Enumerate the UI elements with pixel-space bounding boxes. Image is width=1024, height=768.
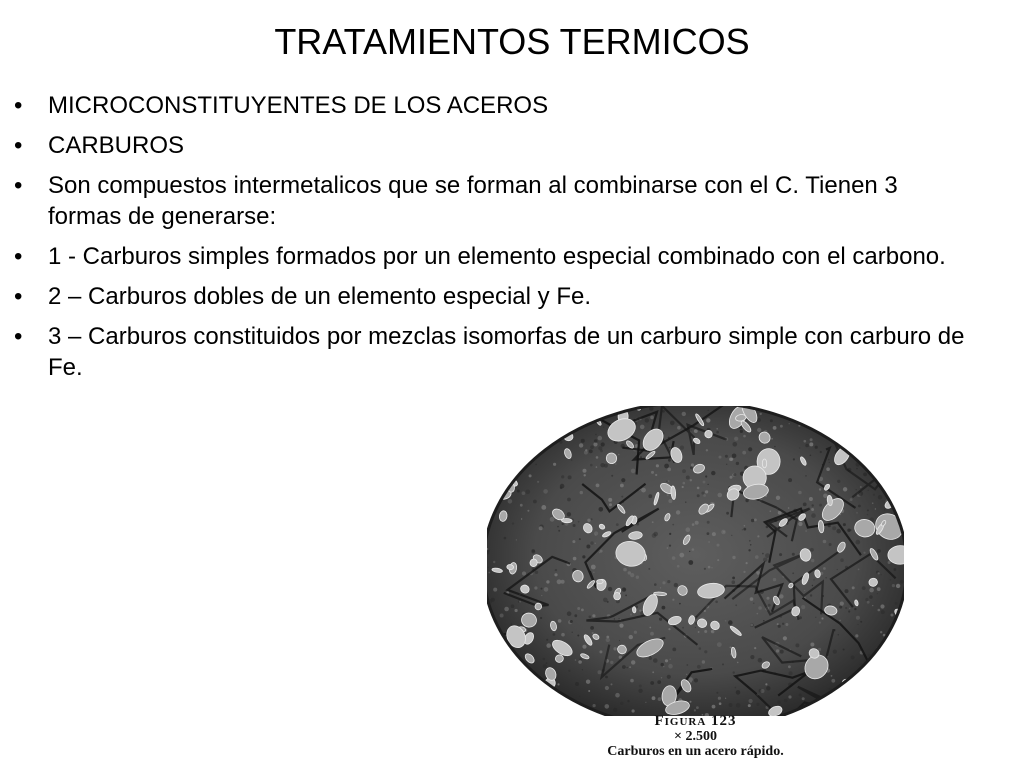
figure-label: Figura 123 xyxy=(654,713,737,729)
slide-title: TRATAMIENTOS TERMICOS xyxy=(274,21,750,62)
figure-magnification: × 2.500 xyxy=(674,729,717,744)
micrograph-image xyxy=(487,406,904,716)
bullet-item: • CARBUROS xyxy=(14,130,974,161)
bullet-item: • MICROCONSTITUYENTES DE LOS ACEROS xyxy=(14,90,974,121)
bullet-list xyxy=(14,90,974,392)
bullet-item: • 2 – Carburos dobles de un elemento especial y Fe. xyxy=(14,281,974,312)
bullet-item: • Son compuestos intermetalicos que se forman al combinarse con el C. Tienen 3 formas de generarse: xyxy=(14,170,974,232)
figure-caption: Carburos en un acero rápido. xyxy=(607,744,784,759)
bullet-item: • 1 - Carburos simples formados por un elemento especial combinado con el carbono. xyxy=(14,241,974,272)
micrograph-figure xyxy=(487,406,904,768)
bullet-item: • 3 – Carburos constituidos por mezclas isomorfas de un carburo simple con carburo de Fe. xyxy=(14,321,974,383)
